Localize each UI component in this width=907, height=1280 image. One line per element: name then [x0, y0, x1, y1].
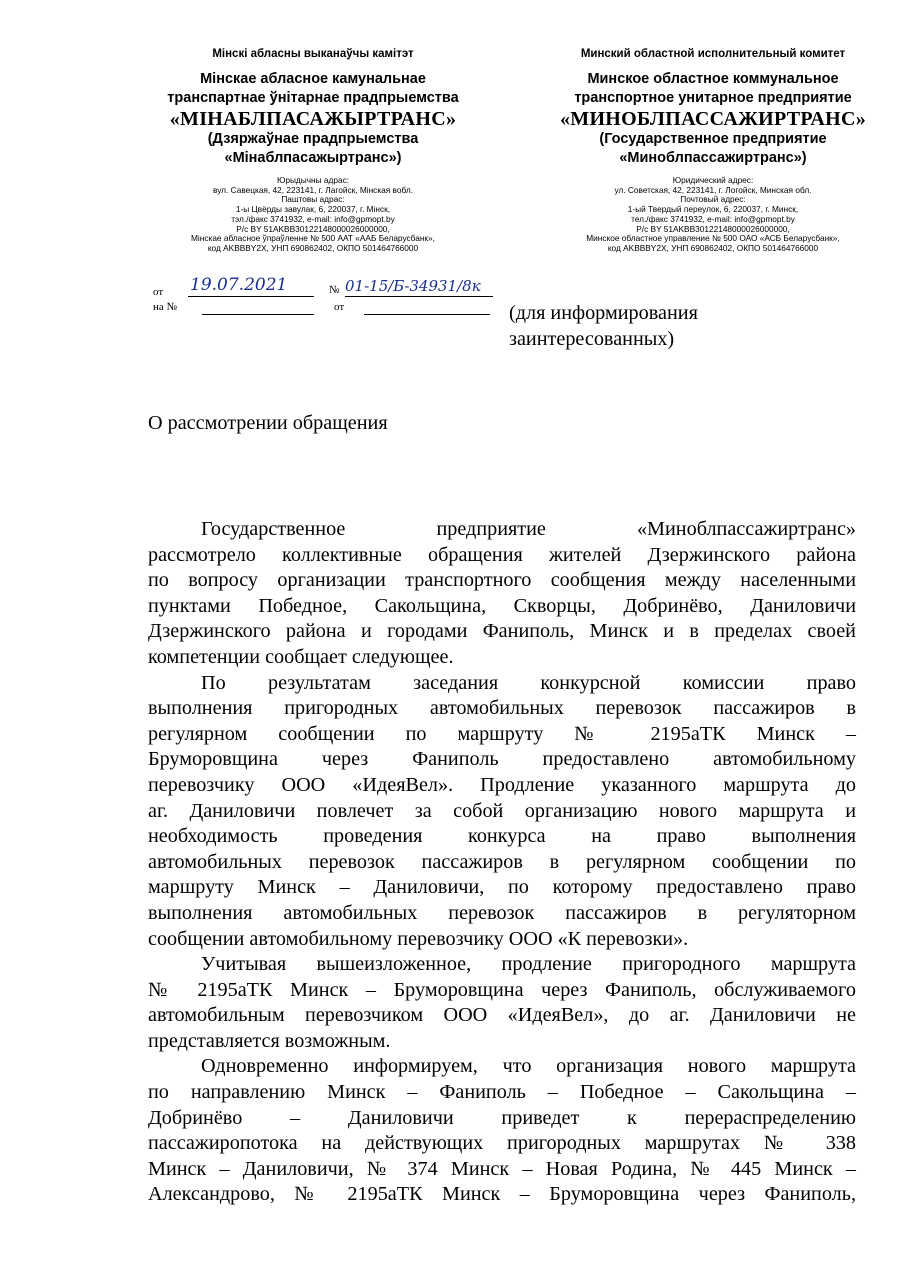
address-line: тэл./факс 3741932, e-mail: info@gpmopt.by [231, 213, 395, 224]
body-line: По результатам заседания конкурсной комиссии право [201, 671, 856, 694]
sub-line: (Дзяржаўнае прадпрыемства [207, 131, 419, 147]
address-line: Мінскае абласное ўпраўленне № 500 ААТ «ААБ Беларусбанк», [191, 233, 435, 244]
handwritten-number: 01-15/Б-34931/8к [345, 277, 481, 295]
addressee [509, 301, 809, 352]
address-line: Юридический адрес: [672, 175, 754, 185]
address-by [145, 176, 481, 254]
paragraph [148, 517, 856, 671]
body-line: Одновременно информируем, что организация нового маршрута [201, 1055, 856, 1078]
body-line: № 2195аТК Минск – Бруморовщина через Фаниполь, обслуживаемого [148, 978, 856, 1001]
ref-date-field [364, 299, 490, 315]
org-lines-ru [545, 70, 881, 108]
body-line: автомобильным перевозчиком ООО «ИдеяВел», до аг. Даниловичи не [148, 1004, 856, 1027]
sub-lines-by [145, 130, 481, 168]
address-line: 1-ы Цвёрды завулак, 6, 220037, г. Мінск, [235, 204, 391, 215]
ref-number-field [202, 299, 314, 315]
org-name-by: «МІНАБЛПАСАЖЫРТРАНС» [169, 108, 457, 130]
body-line: Государственное предприятие «Миноблпассажиртранс» [201, 518, 856, 540]
sub-line: «Мінаблпасажыртранс») [224, 150, 402, 166]
address-line: тел./факс 3741932, e-mail: info@gpmopt.by [631, 213, 795, 224]
org-line: транспартнае ўнітарнае прадпрыемства [167, 90, 459, 106]
sub-line: (Государственное предприятие [599, 131, 827, 147]
address-line: Р/с BY 51AKBB30122148000026000000, [636, 223, 790, 234]
handwritten-date: 19.07.2021 [190, 275, 288, 295]
body-line: необходимость проведения конкурса на право выполнения [148, 825, 856, 848]
org-line: Минское областное коммунальное [587, 71, 839, 87]
ref-label: на № [153, 301, 178, 313]
address-line: вул. Савецкая, 42, 223141, г. Лагойск, Мінская вобл. [212, 184, 414, 195]
body-line: Бруморовщина через Фаниполь предоставлено автомобильному [148, 748, 856, 771]
body-line: представляется возможным. [148, 1029, 391, 1052]
ref-date-label: от [334, 301, 345, 313]
committee-ru: Минский областной исполнительный комитет [580, 48, 846, 60]
addressee-line: (для информирования [509, 302, 698, 324]
body-line: аг. Даниловичи повлечет за собой организацию нового маршрута и [148, 799, 856, 822]
from-label: от [153, 286, 164, 298]
body-line: по вопросу организации транспортного сообщения между населенными [148, 569, 856, 592]
address-line: код AKBBBY2X, УНП 690862402, ОКПО 501464766000 [207, 242, 419, 253]
paragraph [148, 952, 856, 1054]
body-line: перевозчику ООО «ИдеяВел». Продление указанного маршрута до [148, 773, 856, 796]
number-label: № [329, 284, 340, 296]
body-line: выполнения пригородных автомобильных перевозок пассажиров в [148, 697, 856, 720]
body-line: Учитывая вышеизложенное, продление пригородного маршрута [201, 953, 856, 976]
paragraph [148, 671, 856, 953]
body-line: Дзержинского района и городами Фаниполь, Минск и в пределах своей [148, 620, 856, 643]
letterhead-by [145, 47, 481, 254]
body-line: Добринёво – Даниловичи приведет к перераспределению [148, 1106, 856, 1129]
org-line: Мінскае абласное камунальнае [200, 71, 426, 87]
org-lines-by [145, 70, 481, 108]
address-line: Почтовый адрес: [680, 194, 746, 205]
paragraph [148, 1054, 856, 1208]
body-line: пассажиропотока на действующих пригородных маршрутах № 338 [148, 1132, 856, 1155]
address-line: ул. Советская, 42, 223141, г. Логойск, Минская обл. [614, 184, 812, 195]
body-line: сообщении автомобильному перевозчику ООО «К перевозки». [148, 927, 689, 950]
address-line: код AKBBBY2X, УНП 690862402, ОКПО 501464766000 [607, 242, 819, 253]
address-line: Юрыдычны адрас: [276, 175, 350, 185]
body-line: Александрово, № 2195аТК Минск – Бруморовщина через Фаниполь, [148, 1183, 856, 1206]
body-text [148, 517, 856, 1208]
body-line: по направлению Минск – Фаниполь – Победное – Сакольщина – [148, 1081, 856, 1104]
number-field [345, 277, 493, 297]
sub-line: «Миноблпассажиртранс») [619, 150, 807, 166]
body-line: выполнения автомобильных перевозок пассажиров в регуляторном [148, 901, 856, 924]
body-line: автомобильных перевозок пассажиров в регулярном сообщении по [148, 850, 856, 873]
address-line: 1-ый Твердый переулок, 6, 220037, г. Минск, [627, 204, 799, 215]
committee-by: Мінскі абласны выканаўчы камітэт [212, 48, 414, 60]
address-line: Паштовы адрас: [281, 194, 345, 205]
org-name-ru: «МИНОБЛПАССАЖИРТРАНС» [559, 108, 867, 130]
letterhead-ru [545, 47, 881, 254]
address-line: Минское областное управление № 500 ОАО «АСБ Беларусбанк», [586, 233, 840, 244]
body-line: регулярном сообщении по маршруту № 2195аТК Минск – [148, 722, 856, 745]
body-line: маршруту Минск – Даниловичи, по которому предоставлено право [148, 876, 856, 899]
address-line: Р/с BY 51AKBB30122148000026000000, [236, 223, 390, 234]
body-line: рассмотрело коллективные обращения жителей Дзержинского района [148, 543, 856, 566]
date-field [188, 277, 314, 297]
org-line: транспортное унитарное предприятие [574, 90, 852, 106]
body-line: пунктами Победное, Сакольщина, Скворцы, Добринёво, Даниловичи [148, 594, 856, 617]
body-line: компетенции сообщает следующее. [148, 645, 454, 668]
subject: О рассмотрении обращения [148, 412, 388, 434]
address-ru [545, 176, 881, 254]
body-line: Минск – Даниловичи, № 374 Минск – Новая Родина, № 445 Минск – [148, 1157, 856, 1180]
addressee-line: заинтересованных) [509, 327, 675, 350]
sub-lines-ru [545, 130, 881, 168]
